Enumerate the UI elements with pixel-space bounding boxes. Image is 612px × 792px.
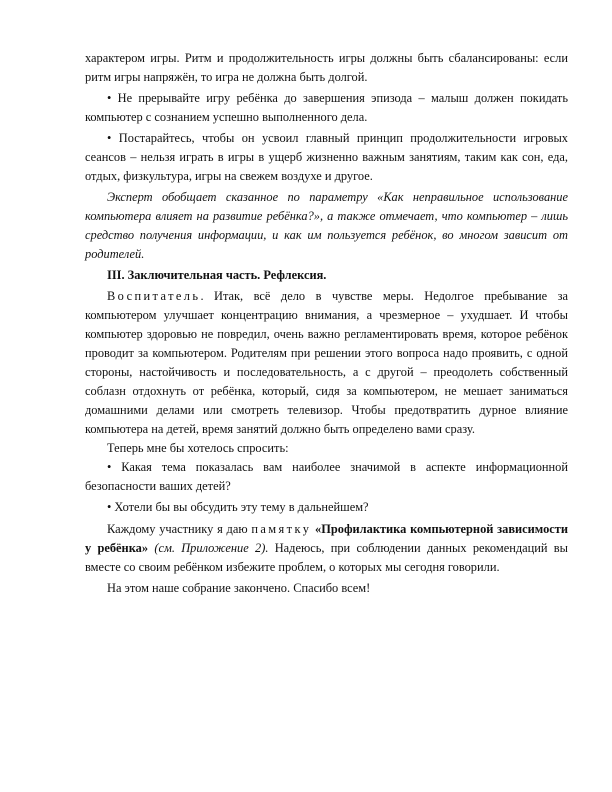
question-item-1: • Какая тема показалась вам наиболее значимой в аспекте информационной безопасности ваших детей? — [85, 460, 568, 493]
ask-line: Теперь мне бы хотелось спросить: — [107, 441, 289, 455]
list-item-dont-interrupt: • Не прерывайте игру ребёнка до завершения эпизода – малыш должен покидать компьютер с сознанием успешно выполненного дела. — [85, 91, 568, 124]
closing-line: На этом наше собрание закончено. Спасибо всем! — [107, 581, 371, 595]
memo-closing-text: Надеюсь, при соблюдении данных рекомендаций вы вместе со своим ребёнком избежите проблем, о которых мы сегодня говорили. — [85, 541, 568, 574]
teacher-paragraph — [85, 287, 568, 439]
paragraph-game-rhythm: характером игры. Ритм и продолжительность игры должны быть сбалансированы: если ритм игры напряжён, то игра не должна быть долгой. — [85, 51, 568, 84]
memo-word: памятку — [251, 522, 312, 536]
teacher-text: . Итак, всё дело в чувстве меры. Недолгое пребывание за компьютером улучшает концентрацию внимания, а чрезмерное – ухудшает. И чтобы компьютер здоровью не повредил, очень важно регламентировать время, которое ребёнок проводит за компьютером. Родителям при решении этого вопроса надо проявить, с одной стороны, настойчивость и последовательность, а с другой – преодолеть собственный соблазн отдохнуть от ребёнка, который, сидя за компьютером, не мешает заниматься домашними делами или смотреть телевизор. Чтобы предотвратить дурное влияние компьютера на детей, время занятий должно быть определено вами сразу. — [85, 289, 568, 436]
question-item-2: • Хотели бы вы обсудить эту тему в дальнейшем? — [107, 500, 369, 514]
list-item-session-principle: • Постарайтесь, чтобы он усвоил главный принцип продолжительности игровых сеансов – нельзя играть в игры в ущерб жизненно важным занятиям, таким как сон, еда, отдых, физкультура, игры на свежем воздухе и другое. — [85, 131, 568, 183]
memo-paragraph — [85, 520, 568, 577]
expert-summary: Эксперт обобщает сказанное по параметру «Как неправильное использование компьютера влияет на развитие ребёнка?», а также отмечает, что компьютер – лишь средство получения информации, и как им пользуется ребёнок, во многом зависит от родителей. — [85, 190, 568, 261]
text-column — [85, 49, 568, 598]
section-heading: III. Заключительная часть. Рефлексия. — [107, 268, 327, 282]
memo-intro: Каждому участнику я даю — [107, 522, 252, 536]
teacher-label: Воспитатель — [107, 289, 201, 303]
memo-reference: (см. Приложение 2). — [148, 541, 269, 555]
memo-title: «Профилактика компьютерной зависимости у ребёнка» — [85, 522, 568, 555]
